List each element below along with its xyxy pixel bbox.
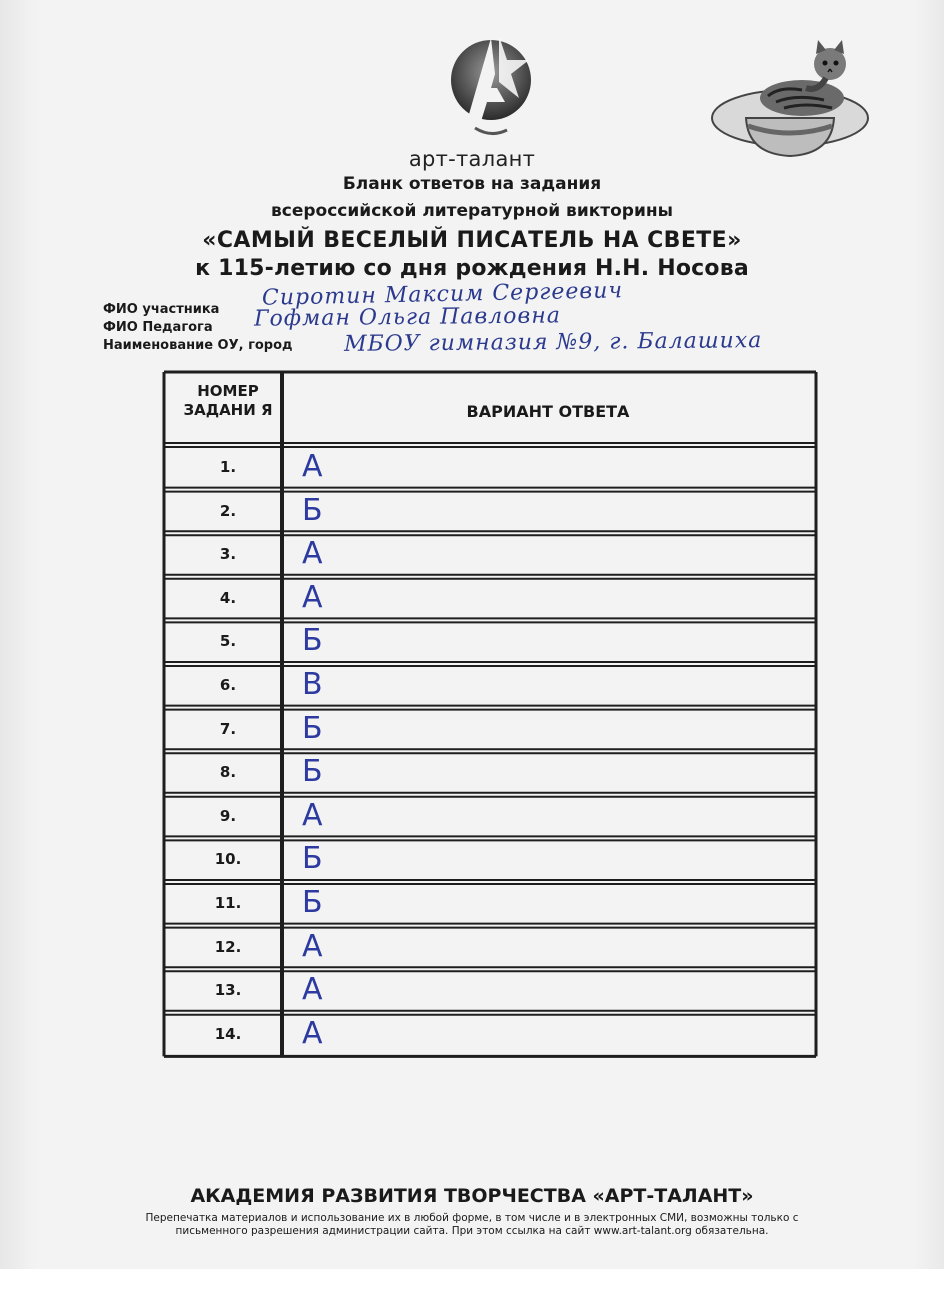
task-number: 1. <box>219 458 237 476</box>
participant-label: ФИО участника <box>103 302 220 317</box>
answer-field[interactable]: А <box>302 972 323 1008</box>
answer-field[interactable]: Б <box>302 754 323 790</box>
answer-field[interactable]: Б <box>302 841 323 877</box>
answer-field[interactable]: Б <box>302 710 323 746</box>
task-number: 7. <box>219 719 237 738</box>
form-title: Бланк ответов на задания <box>342 174 602 194</box>
cat-in-hat-icon <box>706 36 874 164</box>
scan-shadow-right <box>914 0 944 1309</box>
answer-field[interactable]: А <box>302 449 323 484</box>
answer-field[interactable]: Б <box>302 492 323 528</box>
school-name-field[interactable]: МБОУ гимназия №9, г. Балашиха <box>343 328 763 357</box>
quiz-occasion: к 115-летию со дня рождения Н.Н. Носова <box>195 256 749 281</box>
task-number: 11. <box>214 894 242 912</box>
copyright-note: Перепечатка материалов и использование их в любой форме, в том числе и в электронных СМИ, возможны только с письменного разрешения администрации сайта. При этом ссылка на сайт www.art-talant.org обязательна. <box>145 1212 799 1237</box>
teacher-name-field[interactable]: Гофман Ольга Павловна <box>253 303 562 332</box>
answer-field[interactable]: А <box>302 928 323 964</box>
participant-name-field[interactable]: Сиротин Максим Сергеевич <box>261 278 624 311</box>
scan-shadow-left <box>0 0 36 1309</box>
task-number: 5. <box>219 632 237 651</box>
answer-field[interactable]: А <box>302 797 323 833</box>
answer-field[interactable]: А <box>302 536 323 572</box>
task-number: 14. <box>214 1024 242 1043</box>
task-number: 10. <box>214 850 242 869</box>
teacher-label: ФИО Педагога <box>103 320 213 335</box>
task-number: 3. <box>219 545 237 564</box>
brand-name: арт-талант <box>408 147 536 171</box>
quiz-name: «САМЫЙ ВЕСЕЛЫЙ ПИСАТЕЛЬ НА СВЕТЕ» <box>202 228 742 253</box>
task-number: 8. <box>219 763 237 782</box>
answer-field[interactable]: В <box>302 667 323 702</box>
answer-field[interactable]: Б <box>302 885 323 920</box>
task-number: 13. <box>214 981 242 1000</box>
task-number: 6. <box>219 676 237 694</box>
column-header-number: НОМЕР ЗАДАНИ Я <box>183 382 273 419</box>
footer-title: АКАДЕМИЯ РАЗВИТИЯ ТВОРЧЕСТВА «АРТ-ТАЛАНТ» <box>190 1185 754 1207</box>
answer-field[interactable]: А <box>302 579 323 615</box>
form-subtitle: всероссийской литературной викторины <box>271 201 673 221</box>
answer-field[interactable]: А <box>302 1015 323 1051</box>
answer-field[interactable]: Б <box>302 623 323 659</box>
school-label: Наименование ОУ, город <box>103 338 293 353</box>
art-talant-logo-icon <box>445 30 537 142</box>
scan-bottom-margin <box>0 1269 944 1309</box>
task-number: 4. <box>219 588 237 607</box>
column-header-answer: ВАРИАНТ ОТВЕТА <box>466 402 630 421</box>
task-number: 2. <box>219 501 237 520</box>
task-number: 9. <box>219 806 237 825</box>
task-number: 12. <box>214 937 242 956</box>
